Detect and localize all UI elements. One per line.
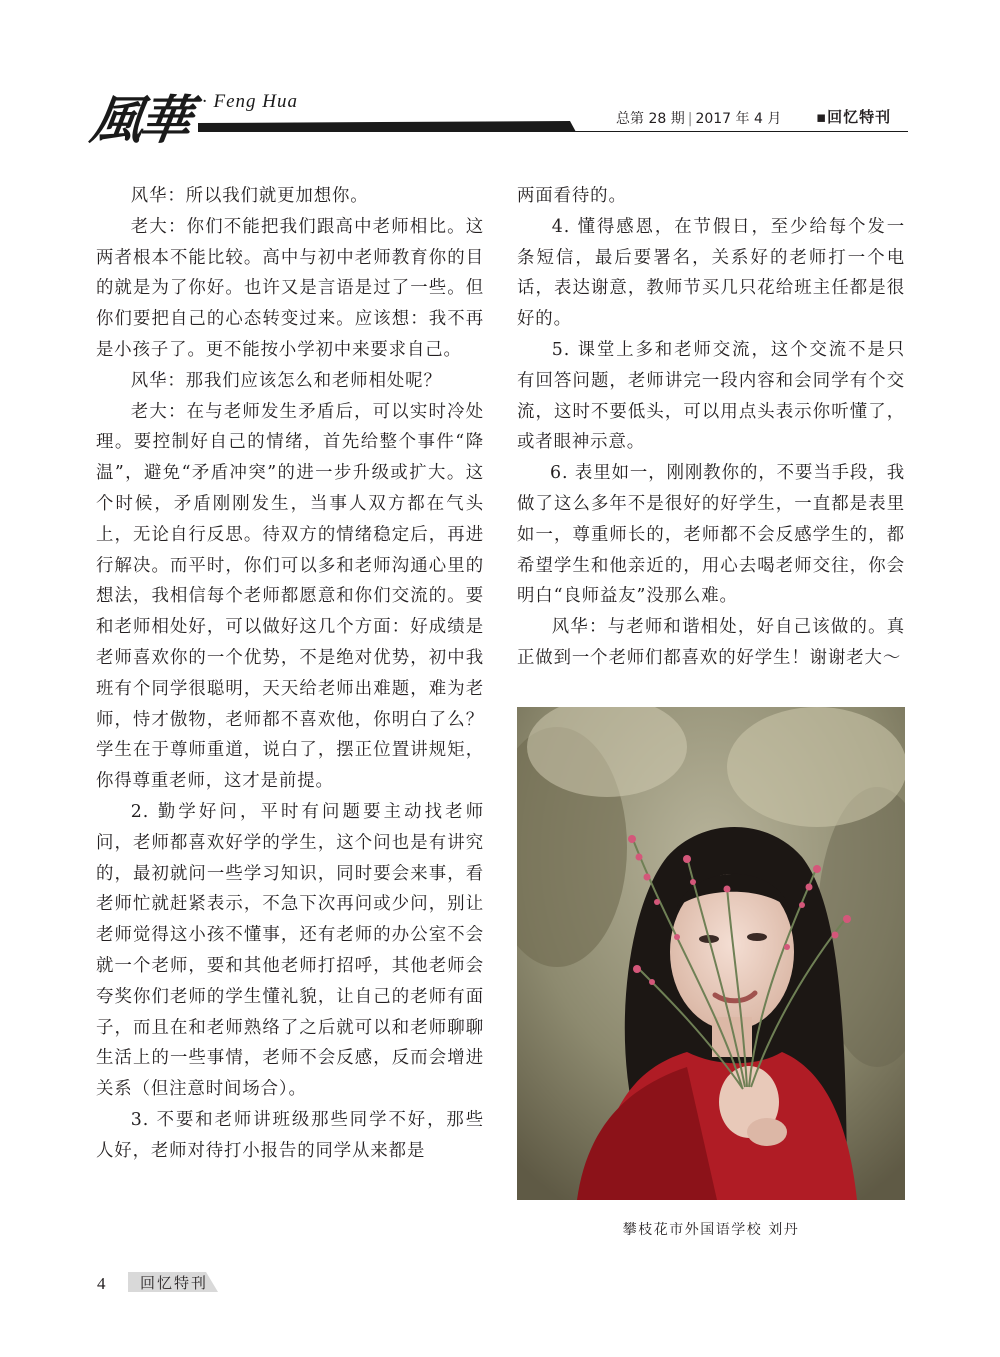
portrait-photo xyxy=(517,707,905,1200)
magazine-logo: 風華 xyxy=(87,90,192,151)
section-title: 回忆特刊 xyxy=(827,108,892,126)
paragraph: 5. 课堂上多和老师交流，这个交流不是只有回答问题，老师讲完一段内容和会同学有个交流，这时不要低头，可以用点头表示你听懂了，或者眼神示意。 xyxy=(517,339,905,453)
right-column xyxy=(517,181,905,674)
footer-section-label: 回忆特刊 xyxy=(140,1274,209,1292)
paragraph: 风华：所以我们就更加想你。 xyxy=(130,186,369,206)
paragraph: 老大：在与老师发生矛盾后，可以实时冷处理。要控制好自己的情绪，首先给整个事件“降温”，避免“矛盾冲突”的进一步升级或扩大。这个时候，矛盾刚刚发生，当事人双方都在气头上，无论自行反思。待双方的情绪稳定后，再进行解决。而平时，你们可以多和老师沟通心里的想法，我相信每个老师都愿意和你们交流的。要和老师相处好，可以做好这几个方面：好成绩是老师喜欢你的一个优势，不是绝对优势，初中我班有个同学很聪明，天天给老师出难题，难为老师，恃才傲物，老师都不喜欢他，你明白了么？学生在于尊师重道，说白了，摆正位置讲规矩，你得尊重老师，这才是前提。 xyxy=(96,401,484,792)
paragraph: 6. 表里如一，刚刚教你的，不要当手段，我做了这么多年不是很好的好学生，一直都是表里如一，尊重师长的，老师都不会反感学生的，都希望学生和他亲近的，用心去喝老师交往，你会明白“良师益友”没那么难。 xyxy=(517,463,905,607)
section-label xyxy=(816,106,891,127)
magazine-subtitle: · Feng Hua xyxy=(202,91,299,112)
page-number: 4 xyxy=(97,1274,106,1293)
photo-caption: 攀枝花市外国语学校 刘丹 xyxy=(622,1222,800,1238)
footer-section-tag xyxy=(128,1270,218,1294)
paragraph: 风华：那我们应该怎么和老师相处呢？ xyxy=(130,370,442,391)
issue-separator: | xyxy=(687,111,693,127)
section-bullet: ▪ xyxy=(816,108,828,126)
paragraph: 4. 懂得感恩，在节假日，至少给每个发一条短信，最后要署名，关系好的老师打一个电话，表达谢意，教师节买几只花给班主任都是很好的。 xyxy=(517,216,905,330)
paragraph: 风华：与老师和谐相处，好自己该做的。真正做到一个老师们都喜欢的好学生！谢谢老大～ xyxy=(517,617,905,668)
paragraph: 3. 不要和老师讲班级那些同学不好，那些人好，老师对待打小报告的同学从来都是 xyxy=(96,1109,484,1161)
issue-info xyxy=(616,108,781,128)
paragraph: 2. 勤学好问，平时有问题要主动找老师问，老师都喜欢好学的学生，这个问也是有讲究的，最初就问一些学习知识，同时要会来事，看老师忙就赶紧表示，不急下次再问或少问，别让老师觉得这小孩不懂事，还有老师的办公室不会就一个老师，要和其他老师打招呼，其他老师会夸奖你们老师的学生懂礼貌，让自己的老师有面子，而且在和老师熟络了之后就可以和老师聊聊生活上的一些事情，老师不会反感，反而会增进关系（但注意时间场合）。 xyxy=(96,801,484,1100)
left-column xyxy=(96,181,484,1167)
issue-number: 总第 28 期 xyxy=(616,111,685,127)
paragraph: 两面看待的。 xyxy=(517,186,627,206)
issue-date: 2017 年 4 月 xyxy=(695,111,782,127)
header-rule xyxy=(198,117,908,131)
paragraph: 老大：你们不能把我们跟高中老师相比。这两者根本不能比较。高中与初中老师教育你的目的就是为了你好。也许又是言语是过了一些。但你们要把自己的心态转变过来。应该想：我不再是小孩子了。更不能按小学初中来要求自己。 xyxy=(96,216,484,360)
